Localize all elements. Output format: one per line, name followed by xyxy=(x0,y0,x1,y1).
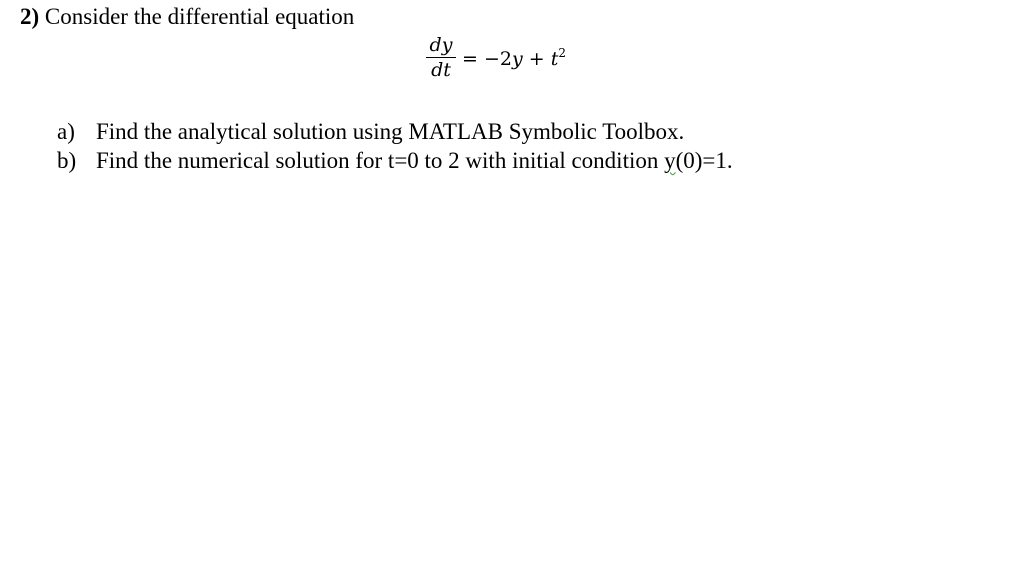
part-text-before: Find the numerical solution for t=0 to 2 with initial condition xyxy=(96,148,665,173)
part-a xyxy=(57,117,733,146)
question-parts xyxy=(57,117,733,175)
part-text xyxy=(96,146,733,175)
question-heading xyxy=(20,4,354,30)
differential-equation xyxy=(426,33,566,82)
derivative-fraction xyxy=(426,33,456,82)
question-number: 2) xyxy=(20,4,40,29)
part-b xyxy=(57,146,733,175)
equals-sign: = xyxy=(462,47,478,70)
part-label: b) xyxy=(57,148,77,173)
variable-y: y xyxy=(511,47,523,70)
fraction-numerator: dy xyxy=(429,34,453,56)
variable-t: t xyxy=(550,47,559,70)
question-intro: Consider the differential equation xyxy=(44,4,355,29)
exponent: 2 xyxy=(558,45,566,60)
coefficient: −2 xyxy=(483,47,512,70)
grammar-flagged-word[interactable]: y xyxy=(664,148,676,173)
equation-rhs xyxy=(462,46,566,70)
fraction-denominator: dt xyxy=(431,59,451,82)
part-text-after: (0)=1. xyxy=(675,148,733,173)
part-label: a) xyxy=(57,119,75,144)
part-text: Find the analytical solution using MATLAB Symbolic Toolbox. xyxy=(96,119,685,144)
plus-operator: + xyxy=(522,47,551,70)
